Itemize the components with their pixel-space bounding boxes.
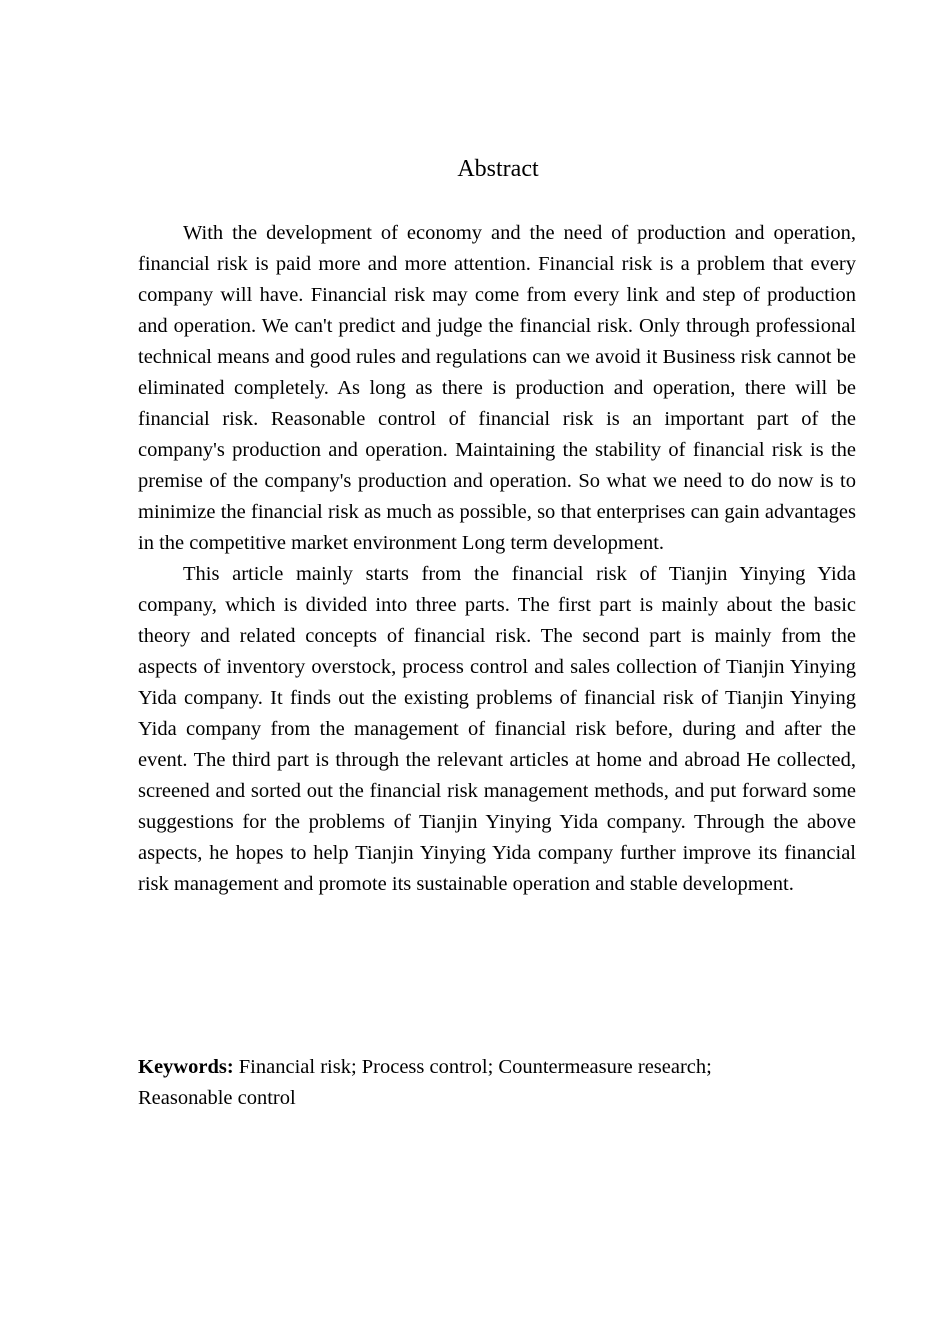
page-title: Abstract bbox=[457, 156, 539, 182]
abstract-paragraph: With the development of economy and the need of production and operation, financial risk is paid more and more attention. Financial risk is a problem that every company will have. Financial risk may come from every link and step of production and operation. We can't predict and judge the financial risk. Only through professional technical means and good rules and regulations can we avoid it Business risk cannot be eliminated completely. As long as there is production and operation, there will be financial risk. Reasonable control of financial risk is an important part of the company's production and operation. Maintaining the stability of financial risk is the premise of the company's production and operation. So what we need to do now is to minimize the financial risk as much as possible, so that enterprises can gain advantages in the competitive market environment Long term development. bbox=[138, 222, 856, 554]
abstract-paragraph: This article mainly starts from the financial risk of Tianjin Yinying Yida company, which is divided into three parts. The first part is mainly about the basic theory and related concepts of financial risk. The second part is mainly from the aspects of inventory overstock, process control and sales collection of Tianjin Yinying Yida company. It finds out the existing problems of financial risk of Tianjin Yinying Yida company from the management of financial risk before, during and after the event. The third part is through the relevant articles at home and abroad He collected, screened and sorted out the financial risk management methods, and put forward some suggestions for the problems of Tianjin Yinying Yida company. Through the above aspects, he hopes to help Tianjin Yinying Yida company further improve its financial risk management and promote its sustainable operation and stable development. bbox=[138, 563, 856, 895]
keywords-line bbox=[138, 1052, 798, 1114]
keywords-label: Keywords: bbox=[138, 1056, 234, 1078]
abstract-body bbox=[138, 218, 856, 900]
keywords-text: Financial risk; Process control; Countermeasure research; Reasonable control bbox=[138, 1056, 712, 1109]
